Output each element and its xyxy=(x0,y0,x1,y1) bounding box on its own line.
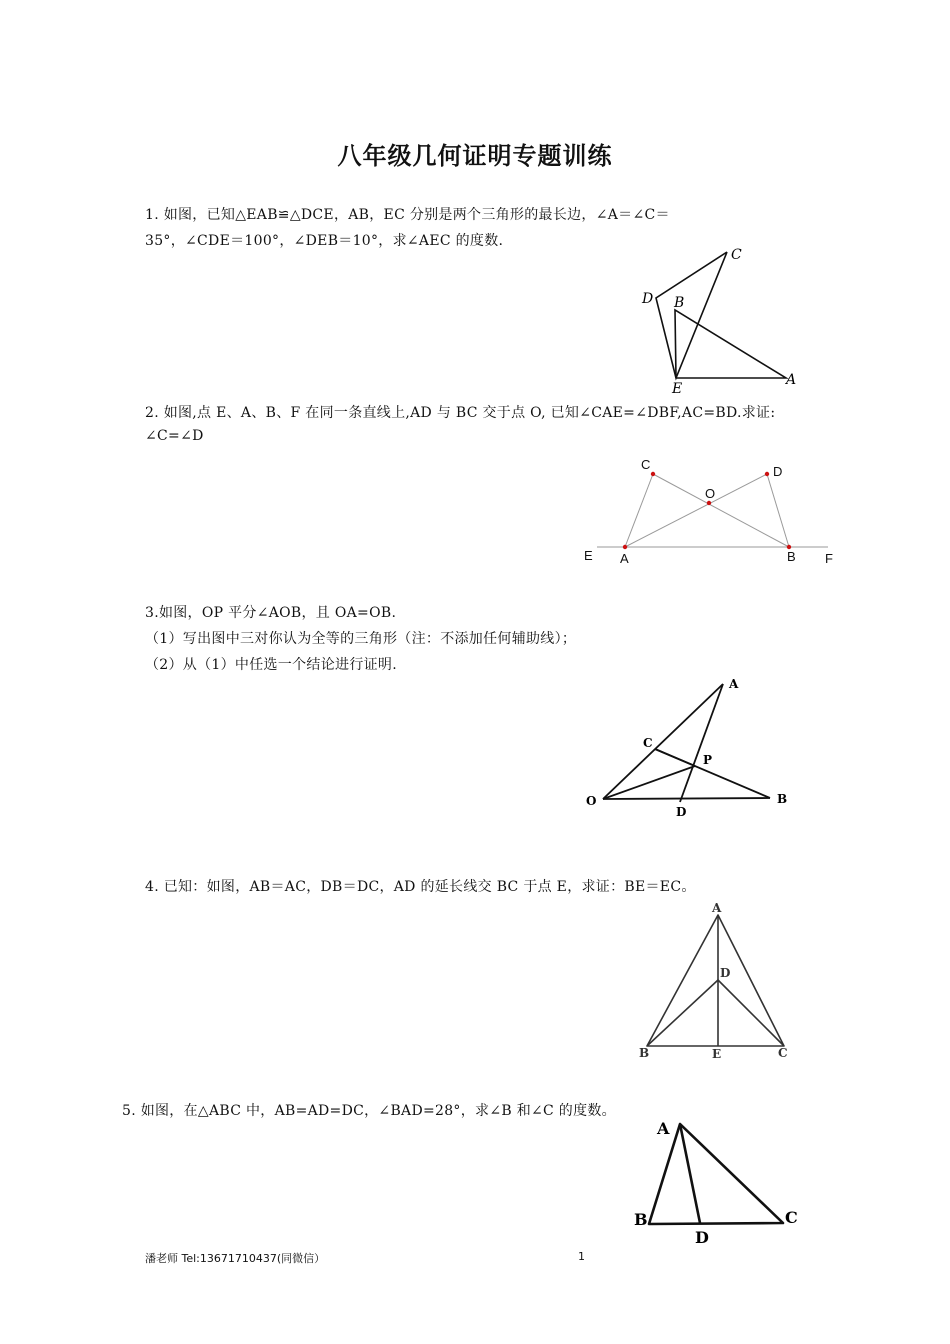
label-d: D xyxy=(773,464,783,479)
label-b: B xyxy=(674,295,685,311)
problem-4-figure xyxy=(632,895,802,1065)
segment-ad xyxy=(680,684,723,802)
label-a: A xyxy=(786,372,797,388)
label-b: B xyxy=(639,1046,650,1060)
problem-5-figure xyxy=(625,1112,805,1247)
label-d: D xyxy=(720,966,731,980)
point-a xyxy=(623,545,627,549)
segment-dc xyxy=(718,980,784,1046)
label-e: E xyxy=(712,1047,722,1061)
label-c: C xyxy=(785,1208,798,1227)
problem-1-line-1: 1. 如图，已知△EAB≌△DCE，AB，EC 分别是两个三角形的最长边，∠A＝∠C＝ xyxy=(145,207,670,223)
label-c: C xyxy=(643,736,653,750)
problem-3-line-1: 3.如图，OP 平分∠AOB，且 OA=OB. xyxy=(145,605,397,621)
label-c: C xyxy=(731,247,742,263)
point-o xyxy=(707,501,711,505)
segment-bd xyxy=(767,474,789,547)
point-d xyxy=(765,472,769,476)
problem-2-line-2: ∠C=∠D xyxy=(145,428,204,444)
label-b: B xyxy=(634,1210,648,1229)
label-f: F xyxy=(825,551,833,566)
segment-op xyxy=(603,766,695,799)
label-e: E xyxy=(672,381,683,397)
label-a: A xyxy=(620,551,629,566)
segment-ob xyxy=(603,798,770,799)
label-a: A xyxy=(729,677,739,691)
segment-ad xyxy=(625,474,767,547)
label-o: O xyxy=(705,486,716,501)
triangle-eab xyxy=(675,310,786,378)
problem-2-figure xyxy=(575,455,840,570)
footer-contact: 潘老师 Tel:13671710437(同微信） xyxy=(145,1252,326,1265)
problem-2-line-1: 2. 如图,点 E、A、B、F 在同一条直线上,AD 与 BC 交于点 O, 已知∠CAE=∠DBF,AC=BD.求证: xyxy=(145,405,776,421)
segment-bc xyxy=(653,474,789,547)
problem-5-line-1: 5. 如图，在△ABC 中，AB=AD=DC，∠BAD=28°，求∠B 和∠C 的度数。 xyxy=(122,1103,616,1119)
label-b: B xyxy=(777,792,788,806)
problem-3-line-3: （2）从（1）中任选一个结论进行证明. xyxy=(145,657,397,673)
page-number: 1 xyxy=(578,1250,585,1263)
label-d: D xyxy=(695,1228,709,1247)
problem-1-line-2: 35°，∠CDE＝100°，∠DEB＝10°，求∠AEC 的度数. xyxy=(145,233,504,249)
label-p: P xyxy=(703,753,713,767)
segment-ac xyxy=(625,474,653,547)
label-e: E xyxy=(584,548,593,563)
point-c xyxy=(651,472,655,476)
label-o: O xyxy=(586,794,597,808)
label-d: D xyxy=(642,291,654,307)
problem-1-figure xyxy=(630,240,810,400)
problem-4-line-1: 4. 已知：如图，AB＝AC，DB＝DC，AD 的延长线交 BC 于点 E，求证：BE＝EC。 xyxy=(145,879,696,895)
label-c: C xyxy=(778,1046,788,1060)
label-a: A xyxy=(712,901,722,915)
label-b: B xyxy=(787,549,796,564)
segment-db xyxy=(647,980,718,1046)
segment-oa xyxy=(603,684,723,799)
problem-3-figure xyxy=(580,672,795,822)
label-d: D xyxy=(676,805,687,819)
triangle-dce xyxy=(656,252,727,378)
label-a: A xyxy=(657,1119,670,1138)
problem-3-line-2: （1）写出图中三对你认为全等的三角形（注：不添加任何辅助线）； xyxy=(145,631,577,647)
label-c: C xyxy=(641,457,651,472)
page-title: 八年级几何证明专题训练 xyxy=(337,142,613,170)
triangle-abc xyxy=(649,1124,783,1224)
